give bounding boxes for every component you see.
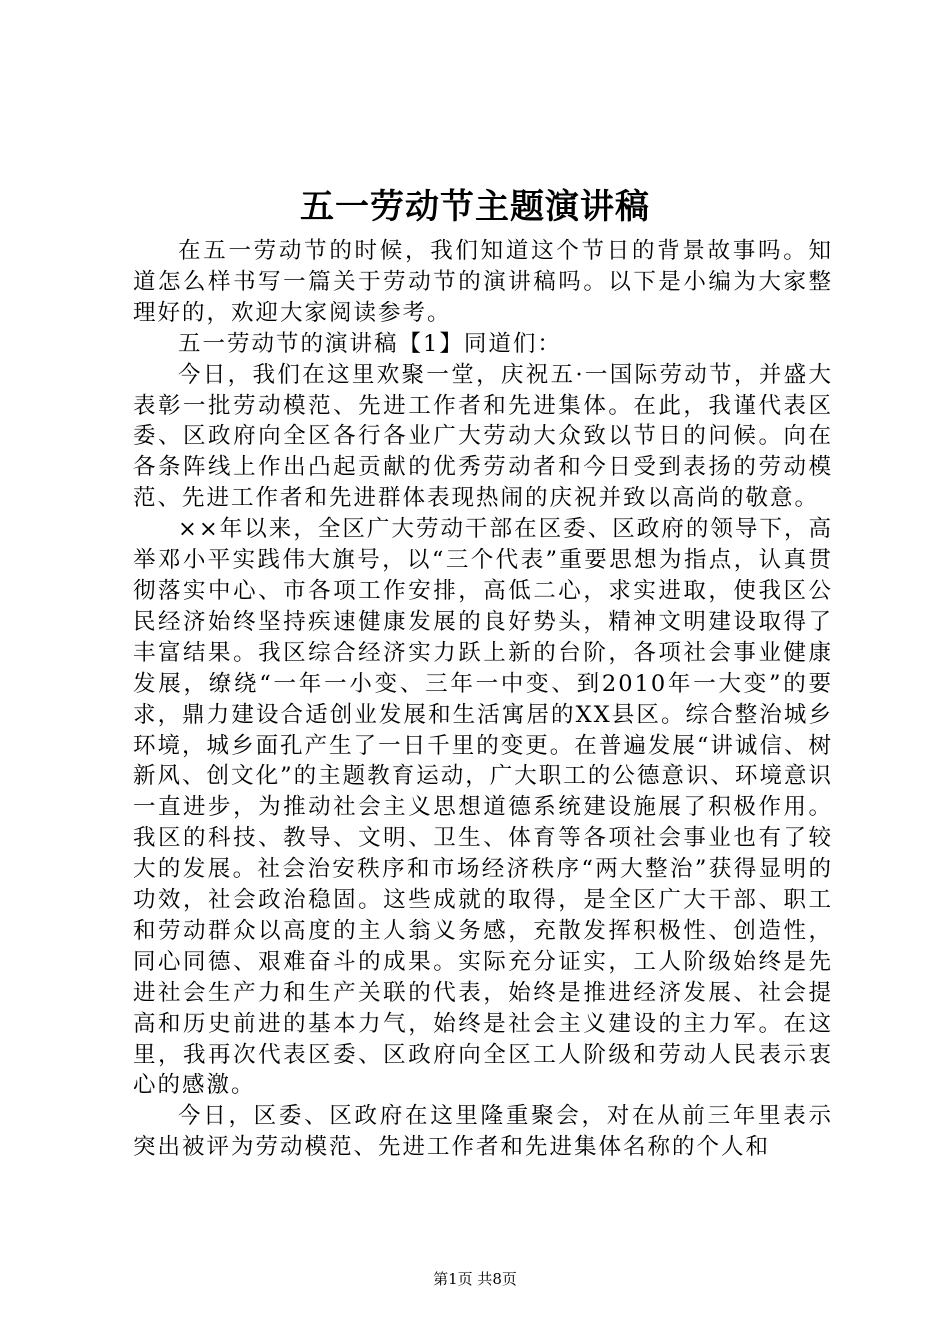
page-footer: 第1页 共8页 [433, 1270, 517, 1288]
paragraph-intro: 在五一劳动节的时候，我们知道这个节日的背景故事吗。知道怎么样书写一篇关于劳动节的演讲稿吗。以下是小编为大家整理好的，欢迎大家阅读参考。 [133, 238, 833, 326]
document-title: 五一劳动节主题演讲稿 [300, 187, 650, 227]
document-body [133, 236, 833, 1163]
paragraph-greeting: 今日，我们在这里欢聚一堂，庆祝五·一国际劳动节，并盛大表彰一批劳动模范、先进工作者和先进集体。在此，我谨代表区委、区政府向全区各行各业广大劳动大众致以节日的问候。向在各条阵线上作出凸起贡献的优秀劳动者和今日受到表扬的劳动模范、先进工作者和先进群体表现热闹的庆祝并致以高尚的敬意。 [133, 361, 833, 512]
paragraph-commendation: 今日，区委、区政府在这里隆重聚会，对在从前三年里表示突出被评为劳动模范、先进工作者和先进集体名称的个人和 [133, 1103, 833, 1161]
paragraph-heading: 五一劳动节的演讲稿【1】同道们： [178, 330, 562, 357]
paragraph-achievements: ××年以来，全区广大劳动干部在区委、区政府的领导下，高举邓小平实践伟大旗号，以“三个代表”重要思想为指点，认真贯彻落实中心、市各项工作安排，高低二心，求实进取，使我区公民经济始终坚持疾速健康发展的良好势头，精神文明建设取得了丰富结果。我区综合经济实力跃上新的台阶，各项社会事业健康发展，缭绕“一年一小变、三年一中变、到2010年一大变”的要求，鼎力建设合适创业发展和生活寓居的XX县区。综合整治城乡环境，城乡面孔产生了一日千里的变更。在普遍发展“讲诚信、树新风、创文化”的主题教育运动，广大职工的公德意识、环境意识一直进步，为推动社会主义思想道德系统建设施展了积极作用。我区的科技、教导、文明、卫生、体育等各项社会事业也有了较大的发展。社会治安秩序和市场经济秩序“两大整治”获得显明的功效，社会政治稳固。这些成就的取得，是全区广大干部、职工和劳动群众以高度的主人翁义务感，充散发挥积极性、创造性，同心同德、艰难奋斗的成果。实际充分证实，工人阶级始终是先进社会生产力和生产关联的代表，始终是推进经济发展、社会提高和历史前进的基本力气，始终是社会主义建设的主力军。在这里，我再次代表区委、区政府向全区工人阶级和劳动人民表示衷心的感激。 [133, 516, 833, 1099]
